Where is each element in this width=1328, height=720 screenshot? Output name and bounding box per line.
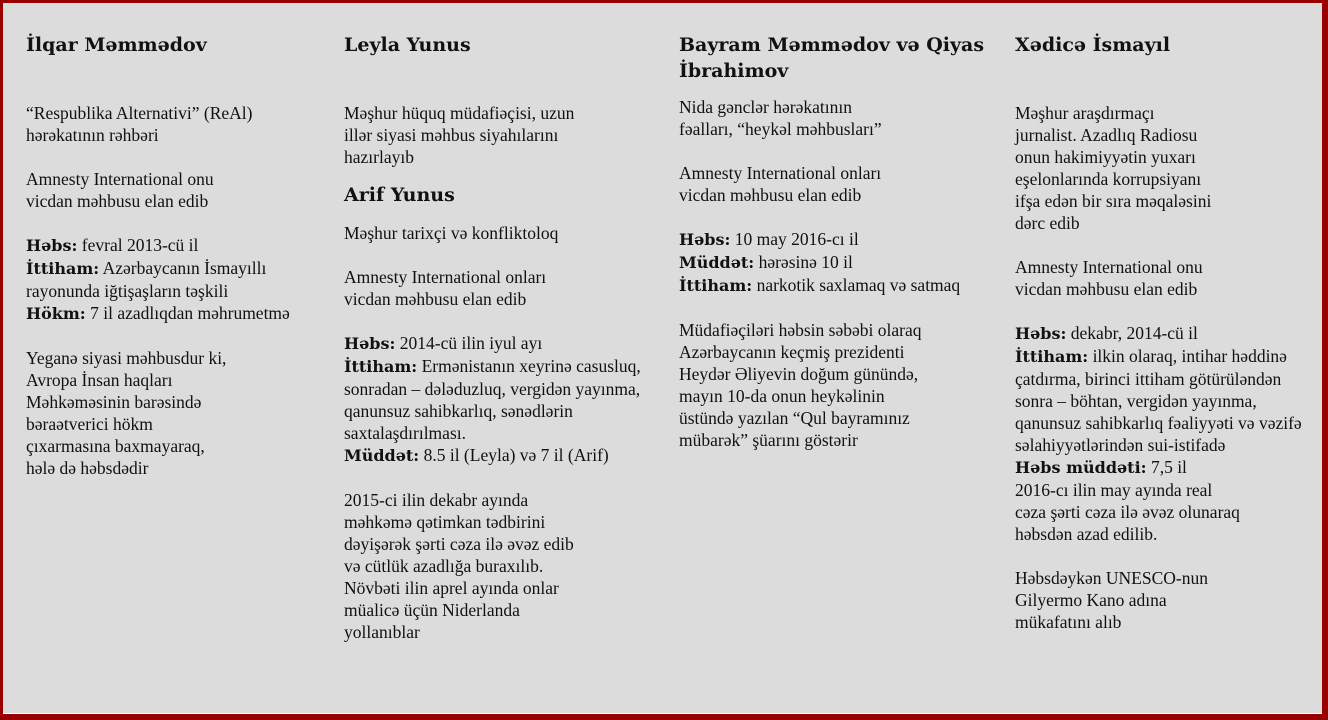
column-bayram-qiyas [679, 32, 1004, 451]
fact-charge [344, 355, 669, 444]
fact-charge [1015, 345, 1315, 456]
release-note: 2016-cı ilin may ayında real cəza şərti cəza ilə əvəz olunaraq həbsdən azad edilib. [1015, 480, 1240, 544]
fact-label: İttiham: [1015, 347, 1089, 366]
fact-value: 10 may 2016-cı il [730, 229, 859, 249]
extra-note: Həbsdəykən UNESCO-nun Gilyermo Kano adına mükafatını alıb [1015, 568, 1208, 632]
person-name: Leyla Yunus [344, 34, 471, 56]
divider [3, 713, 1322, 714]
extra-note: 2015-ci ilin dekabr ayında məhkəmə qətimkan tədbirini dəyişərək şərti cəza ilə əvəz edib və cütlük azadlığa buraxılıb. Növbəti ilin aprel ayında onlar müalicə üçün Niderlanda yollanıblar [344, 490, 574, 642]
fact-label: Müddət: [344, 446, 420, 465]
extra-note: Yeganə siyasi məhbusdur ki, Avropa İnsan haqları Məhkəməsinin barəsində bəraətverici hökm çıxarmasına baxmayaraq, hələ də həbsdədir [26, 348, 227, 478]
person-name-second: Arif Yunus [344, 184, 455, 206]
person-intro-second: Məşhur tarixçi və konfliktoloq [344, 223, 559, 243]
fact-arrest [1015, 322, 1315, 345]
fact-label: İttiham: [344, 357, 418, 376]
fact-label: Hökm: [26, 304, 86, 323]
person-name: Xədicə İsmayıl [1015, 34, 1171, 56]
column-leyla-arif-yunus [344, 32, 669, 643]
fact-value: 2014-cü ilin iyul ayı [395, 333, 543, 353]
fact-value: narkotik saxlamaq və satmaq [752, 275, 961, 295]
fact-value: Azərbaycanın İsmayıllı rayonunda iğtişaşların təşkili [26, 258, 267, 301]
amnesty-note: Amnesty International onları vicdan məhbusu elan edib [679, 163, 882, 205]
fact-term [1015, 456, 1315, 479]
amnesty-note: Amnesty International onu vicdan məhbusu elan edib [26, 169, 214, 211]
person-intro: Məşhur hüquq müdafiəçisi, uzun illər siyasi məhbus siyahılarını hazırlayıb [344, 103, 575, 167]
fact-label: Həbs: [1015, 324, 1067, 343]
fact-value: Ermənistanın xeyrinə casusluq, sonradan – dələduzluq, vergidən yayınma, qanunsuz sahibkarlıq, sənədlərin saxtalaşdırılması. [344, 356, 641, 443]
fact-label: İttiham: [26, 259, 100, 278]
extra-note: Müdafiəçiləri həbsin səbəbi olaraq Azərbaycanın keçmiş prezidenti Heydər Əliyevin doğum günündə, mayın 10-da onun heykəlinin üstündə yazılan “Qul bayramınız mübarək” şüarını göstərir [679, 320, 922, 450]
fact-arrest [679, 228, 1004, 251]
fact-value: ilkin olaraq, intihar həddinə çatdırma, birinci ittiham götürüləndən sonra – böhtan, vergidən yayınma, qanunsuz sahibkarlıq fəaliyyəti və vəzifə səlahiyyətlərindən sui-istifadə [1015, 346, 1302, 455]
fact-term [679, 251, 1004, 274]
fact-value: 7 il azadlıqdan məhrumetmə [85, 303, 290, 323]
fact-value: 7,5 il [1146, 457, 1187, 477]
fact-label: Həbs: [679, 230, 731, 249]
fact-label: Həbs: [26, 236, 78, 255]
amnesty-note: Amnesty International onu vicdan məhbusu elan edib [1015, 257, 1203, 299]
fact-charge [26, 257, 331, 302]
person-intro: Nida gənclər hərəkatının fəalları, “heykəl məhbusları” [679, 97, 882, 139]
fact-term [344, 444, 669, 467]
fact-value: 8.5 il (Leyla) və 7 il (Arif) [419, 445, 609, 465]
person-intro: “Respublika Alternativi” (ReAl) hərəkatının rəhbəri [26, 103, 253, 145]
fact-value: dekabr, 2014-cü il [1066, 323, 1198, 343]
column-khadija-ismayil [1015, 32, 1315, 633]
person-name: İlqar Məmmədov [26, 34, 207, 56]
fact-sentence [26, 302, 331, 325]
amnesty-note: Amnesty International onları vicdan məhbusu elan edib [344, 267, 547, 309]
facts-list [1015, 322, 1315, 479]
fact-label: İttiham: [679, 276, 753, 295]
fact-value: fevral 2013-cü il [77, 235, 199, 255]
fact-arrest [344, 332, 669, 355]
prisoner-table [3, 3, 1325, 714]
facts-list [26, 234, 331, 325]
fact-arrest [26, 234, 331, 257]
person-name: Bayram Məmmədov və Qiyas İbrahimov [679, 34, 985, 82]
fact-label: Həbs müddəti: [1015, 458, 1147, 477]
person-intro: Məşhur araşdırmaçı jurnalist. Azadlıq Radiosu onun hakimiyyətin yuxarı eşelonlarında korrupsiyanı ifşa edən bir sıra məqaləsini dərc edib [1015, 103, 1212, 233]
fact-value: hərəsinə 10 il [754, 252, 853, 272]
facts-list [679, 228, 1004, 297]
fact-label: Həbs: [344, 334, 396, 353]
column-ilqar-mammadov [26, 32, 331, 479]
fact-charge [679, 274, 1004, 297]
fact-label: Müddət: [679, 253, 755, 272]
facts-list [344, 332, 669, 467]
